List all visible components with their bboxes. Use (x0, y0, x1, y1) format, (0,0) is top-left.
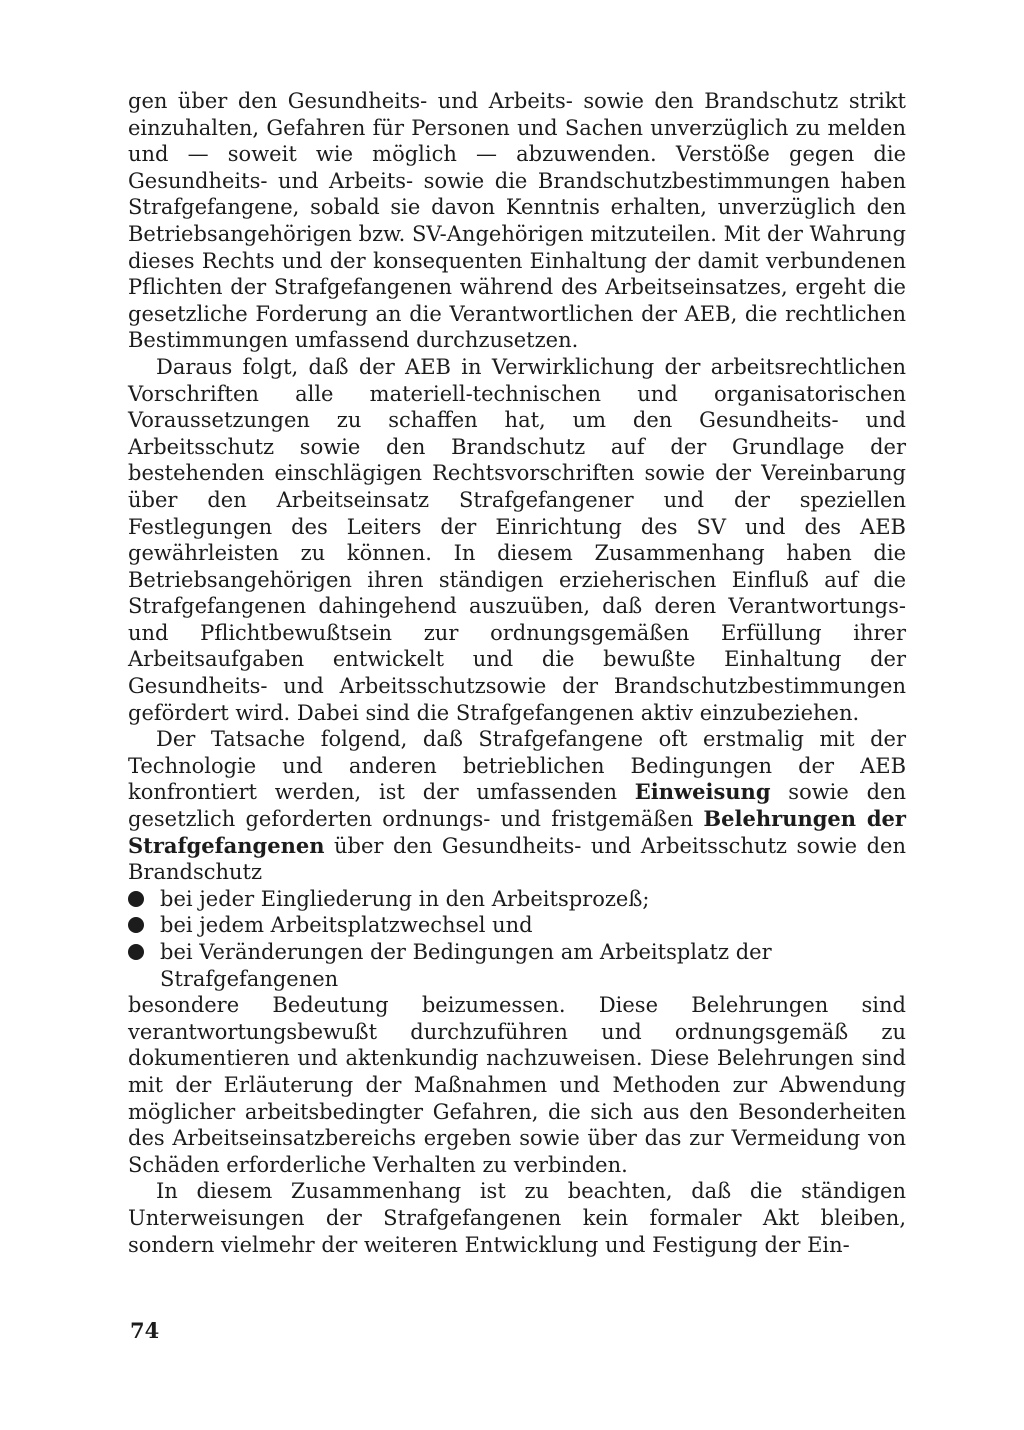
page-body (128, 88, 906, 1258)
paragraph-3-bold-einweisung: Einweisung (634, 779, 771, 805)
paragraph-3-text-1: Der Tatsache folgend, daß Strafgefangene oft erstmalig mit der Technologie und anderen betrieblichen Bedingungen der AEB konfrontiert werden, ist der umfassenden (128, 727, 906, 805)
paragraph-3 (128, 726, 906, 886)
paragraph-2: Daraus folgt, daß der AEB in Verwirklichung der arbeitsrechtlichen Vorschriften alle materiell-technischen und organisatorischen Voraussetzungen zu schaffen hat, um den Gesundheits- und Arbeitsschutz sowie den Brandschutz auf der Grundlage der bestehenden einschlägigen Rechtsvorschriften sowie der Vereinbarung über den Arbeitseinsatz Strafgefangener und der speziellen Festlegungen des Leiters der Einrichtung des SV und des AEB gewährleisten zu können. In diesem Zusammenhang haben die Betriebsangehörigen ihren ständigen erzieherischen Einfluß auf die Strafgefangenen dahingehend auszuüben, daß deren Verantwortungs- und Pflichtbewußtsein zur ordnungsgemäßen Erfüllung ihrer Arbeitsaufgaben entwickelt und die bewußte Einhaltung der Gesundheits- und Arbeitsschutzsowie der Brandschutzbestimmungen gefördert wird. Dabei sind die Strafgefangenen aktiv einzubeziehen. (128, 354, 906, 725)
page-number: 74 (130, 1318, 160, 1343)
paragraph-5: In diesem Zusammenhang ist zu beachten, daß die ständigen Unterweisungen der Strafgefangenen kein formaler Akt bleiben, sondern vielmehr der weiteren Entwicklung und Festigung der Ein- (128, 1179, 906, 1257)
paragraph-3-text-3: über den Gesundheits- und Arbeitsschutz sowie den Brandschutz (128, 833, 906, 885)
paragraph-3-text-2: sowie den gesetzlich geforderten ordnungs- und fristgemäßen (128, 780, 906, 832)
paragraph-4: besondere Bedeutung beizumessen. Diese Belehrungen sind verantwortungsbewußt durchzuführen und ordnungsgemäß zu dokumentieren und aktenkundig nachzuweisen. Diese Belehrungen sind mit der Erläuterung der Maßnahmen und Methoden zur Abwendung möglicher arbeitsbedingter Gefahren, die sich aus den Besonderheiten des Arbeitseinsatzbereichs ergeben sowie über das zur Vermeidung von Schäden erforderliche Verhalten zu verbinden. (128, 993, 906, 1177)
list-item-text: bei jedem Arbeitsplatzwechsel und (160, 913, 533, 938)
paragraph-1: gen über den Gesundheits- und Arbeits- sowie den Brandschutz strikt einzuhalten, Gefahren für Personen und Sachen unverzüglich zu melden und — soweit wie möglich — abzuwenden. Verstöße gegen die Gesundheits- und Arbeits- sowie die Brandschutzbestimmungen haben Strafgefangene, sobald sie davon Kenntnis erhalten, unverzüglich den Betriebsangehörigen bzw. SV-Angehörigen mitzuteilen. Mit der Wahrung dieses Rechts und der konsequenten Einhaltung der damit verbundenen Pflichten der Strafgefangenen während des Arbeitseinsatzes, ergeht die gesetzliche Forderung an die Verantwortlichen der AEB, die rechtlichen Bestimmungen umfassend durchzusetzen. (128, 89, 906, 353)
list-item (128, 886, 906, 913)
bullet-list (128, 886, 906, 992)
list-item (128, 912, 906, 939)
bullet-icon (128, 891, 144, 907)
list-item (128, 939, 906, 992)
list-item-text: bei jeder Eingliederung in den Arbeitsprozeß; (160, 886, 650, 911)
paragraph-3-bold-belehrungen: Belehrungen der Strafgefangenen (128, 806, 906, 858)
list-item-text: bei Veränderungen der Bedingungen am Arbeitsplatz der Strafgefangenen (160, 940, 772, 991)
bullet-icon (128, 917, 144, 933)
bullet-icon (128, 944, 144, 960)
